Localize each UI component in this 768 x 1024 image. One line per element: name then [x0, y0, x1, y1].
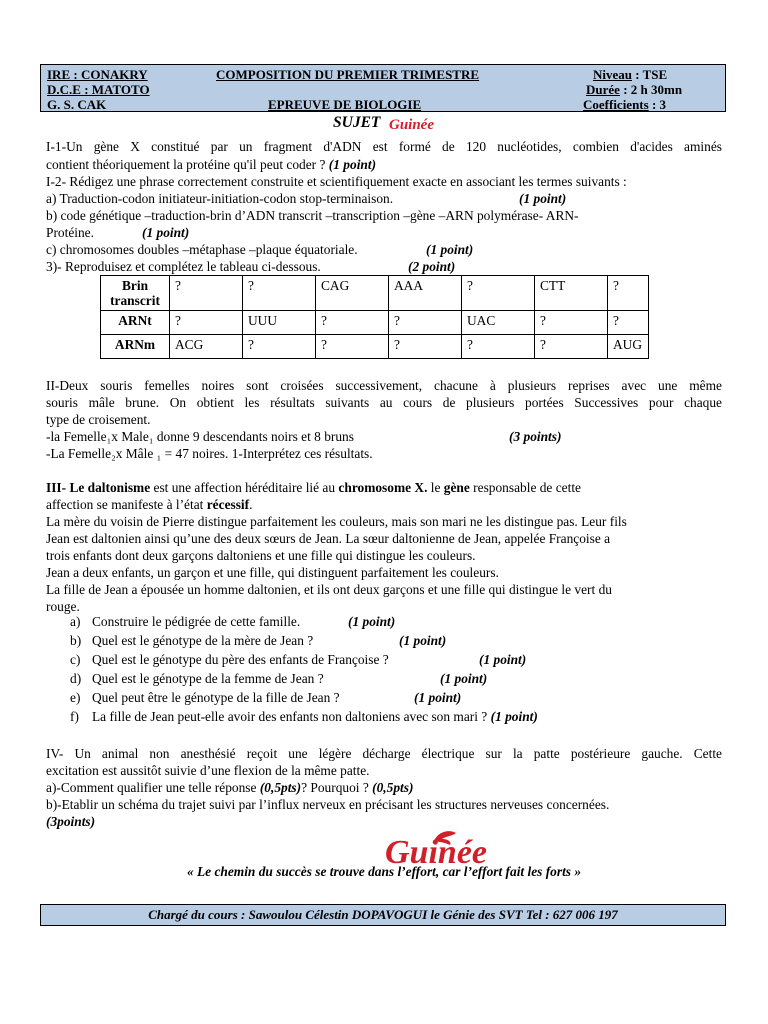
table-cell: UAC [462, 311, 535, 335]
q2-intro: I-2- Rédigez une phrase correctement construite et scientifiquement exacte en associant les termes suivants : [46, 174, 627, 189]
q2-b-line2: Protéine. (1 point) [46, 225, 190, 240]
table-cell: AUG [608, 335, 649, 359]
table-cell: ? [535, 335, 608, 359]
p3-line7: La fille de Jean a épousée un homme daltonien, et ils ont deux garçons et une fille qui distingue le vert du [46, 582, 612, 597]
header-niveau: Niveau : TSE [593, 67, 668, 82]
guinee-logo [342, 827, 530, 869]
header-school: G. S. CAK [47, 97, 107, 112]
q2-c: c) chromosomes doubles –métaphase –plaque équatoriale. (1 point) [46, 242, 474, 257]
p3-question-c: c) Quel est le génotype du père des enfants de Françoise ? (1 point) [70, 652, 527, 667]
motto: « Le chemin du succès se trouve dans l’effort, car l’effort fait les forts » [186, 864, 582, 879]
p4-line3: a)-Comment qualifier une telle réponse (0,5pts)? Pourquoi ? (0,5pts) [46, 780, 414, 795]
p2-line5: -La Femelle₂x Mâle ₁ = 47 noires. 1-Interprétez ces résultats. [46, 446, 373, 461]
table-cell: ? [243, 335, 316, 359]
table-row [101, 311, 649, 335]
table-cell: AAA [389, 276, 462, 311]
table-cell: ? [316, 311, 389, 335]
row-head: ARNm [101, 335, 170, 359]
p2-line2: souris mâle brune. On obtient les résultats suivants au cours de plusieurs portées Successives pour chaque [46, 395, 722, 410]
p4-line5: (3points) [46, 814, 96, 829]
q1-line2: contient théoriquement la protéine qu'il peut coder ? (1 point) [46, 157, 377, 172]
q3: 3)- Reproduisez et complétez le tableau ci-dessous. (2 point) [46, 259, 456, 274]
table-row [101, 335, 649, 359]
p3-line5: trois enfants dont deux garçons daltoniens et une fille qui distingue les couleurs. [46, 548, 476, 563]
table-cell: ? [389, 335, 462, 359]
table-cell: ? [462, 335, 535, 359]
sujet-title: SUJET [333, 114, 381, 131]
table-cell: ? [535, 311, 608, 335]
p3-question-b: b) Quel est le génotype de la mère de Jean ? (1 point) [70, 633, 447, 648]
table-cell: ? [170, 276, 243, 311]
logo-text: Guinée [385, 834, 487, 869]
header-box [40, 64, 726, 112]
header-coefficients: Coefficients : 3 [583, 97, 667, 112]
p3-line2: affection se manifeste à l’état récessif. [46, 497, 253, 512]
header-composition: COMPOSITION DU PREMIER TRIMESTRE [216, 67, 480, 82]
p4-line1: IV- Un animal non anesthésié reçoit une légère décharge électrique sur la patte postérieure gauche. Cette [46, 746, 722, 761]
table-row [101, 276, 649, 311]
p4-line4: b)-Etablir un schéma du trajet suivi par l’influx nerveux en précisant les structures nerveuses concernées. [46, 797, 610, 812]
table-cell: ? [608, 276, 649, 311]
p4-line2: excitation est aussitôt suivie d’une flexion de la même patte. [46, 763, 370, 778]
q1-line1: I-1-Un gène X constitué par un fragment d'ADN est formé de 120 nucléotides, combien d'acides aminés [46, 139, 722, 154]
table-cell: ? [389, 311, 462, 335]
p3-line3: La mère du voisin de Pierre distingue parfaitement les couleurs, mais son mari ne les distingue pas. Leur fils [46, 514, 627, 529]
table-cell: ? [243, 276, 316, 311]
p3-question-f: f) La fille de Jean peut-elle avoir des enfants non daltoniens avec son mari ? (1 point) [70, 709, 538, 724]
header-dce: D.C.E : MATOTO [47, 82, 150, 97]
footer-box [40, 904, 726, 926]
row-head: ARNt [101, 311, 170, 335]
table-cell: CTT [535, 276, 608, 311]
table-cell: UUU [243, 311, 316, 335]
table-cell: ? [608, 311, 649, 335]
q2-a: a) Traduction-codon initiateur-initiation-codon stop-terminaison. (1 point) [46, 191, 567, 206]
header-epreuve: EPREUVE DE BIOLOGIE [268, 97, 422, 112]
p3-question-a: a) Construire le pédigrée de cette famille. (1 point) [70, 614, 396, 629]
table-cell: ? [170, 311, 243, 335]
footer-text: Chargé du cours : Sawoulou Célestin DOPAVOGUI le Génie des SVT Tel : 627 006 197 [148, 907, 618, 922]
p2-line3: type de croisement. [46, 412, 151, 427]
p3-question-e: e) Quel peut être le génotype de la fille de Jean ? (1 point) [70, 690, 462, 705]
table-cell: ? [462, 276, 535, 311]
header-duree: Durée : 2 h 30mn [586, 82, 683, 97]
p3-line8: rouge. [46, 599, 80, 614]
table-cell: ACG [170, 335, 243, 359]
p2-line4: -la Femelle₁x Male₁ donne 9 descendants noirs et 8 bruns (3 points) [46, 429, 562, 444]
p3-question-d: d) Quel est le génotype de la femme de Jean ? (1 point) [70, 671, 488, 686]
codon-table [100, 275, 649, 359]
header-ire: IRE : CONAKRY [47, 67, 148, 82]
table-cell: CAG [316, 276, 389, 311]
p2-line1: II-Deux souris femelles noires sont croisées successivement, chacune à plusieurs reprises avec une même [46, 378, 722, 393]
table-cell: ? [316, 335, 389, 359]
p3-line6: Jean a deux enfants, un garçon et une fille, qui distinguent parfaitement les couleurs. [46, 565, 499, 580]
row-head: Brin transcrit [101, 276, 170, 311]
watermark-logo: Guinée [389, 117, 434, 133]
q2-b-line1: b) code génétique –traduction-brin d’ADN transcrit –transcription –gène –ARN polymérase- ARN- [46, 208, 579, 223]
p3-line4: Jean est daltonien ainsi qu’une des deux sœurs de Jean. La sœur daltonienne de Jean, appelée Françoise a [46, 531, 611, 546]
p3-intro: III- Le daltonisme est une affection héréditaire lié au chromosome X. le gène responsable de cette [46, 480, 581, 495]
